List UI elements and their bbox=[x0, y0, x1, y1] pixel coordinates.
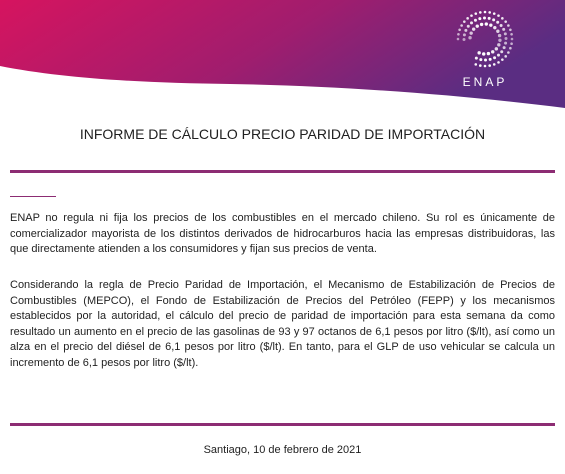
divider-top bbox=[10, 170, 555, 173]
enap-logo-text: ENAP bbox=[462, 75, 508, 89]
footer-date: Santiago, 10 de febrero de 2021 bbox=[203, 444, 362, 456]
section-accent-line bbox=[10, 196, 56, 197]
header-banner bbox=[0, 0, 565, 110]
paragraph-calculation: Considerando la regla de Precio Paridad de Importación, el Mecanismo de Estabilización de Precios de Combustibles (MEPCO), el Fondo de Estabilización de Precios del Petróleo (FEPP) y los mecanismos establecidos por la autoridad, el cálculo del precio de paridad de importación para esta semana da como resultado un aumento en el precio de las gasolinas de 93 y 97 octanos de 6,1 pesos por litro ($/lt), así como un alza en el precio del diésel de 6,1 pesos por litro ($/lt). En tanto, para el GLP de uso vehicular se calcula un incremento de 6,1 pesos por litro ($/lt). bbox=[10, 279, 555, 369]
enap-logo-mark-icon bbox=[449, 6, 521, 72]
page-title: INFORME DE CÁLCULO PRECIO PARIDAD DE IMPORTACIÓN bbox=[79, 126, 486, 142]
divider-bottom bbox=[10, 423, 555, 426]
paragraph-role: ENAP no regula ni fija los precios de los combustibles en el mercado chileno. Su rol es únicamente de comercializador mayorista de los distintos derivados de hidrocarburos hacia las empresas distribuidoras, las que directamente atienden a los consumidores y fijan sus precios de venta. bbox=[10, 212, 555, 255]
enap-logo bbox=[449, 6, 521, 102]
